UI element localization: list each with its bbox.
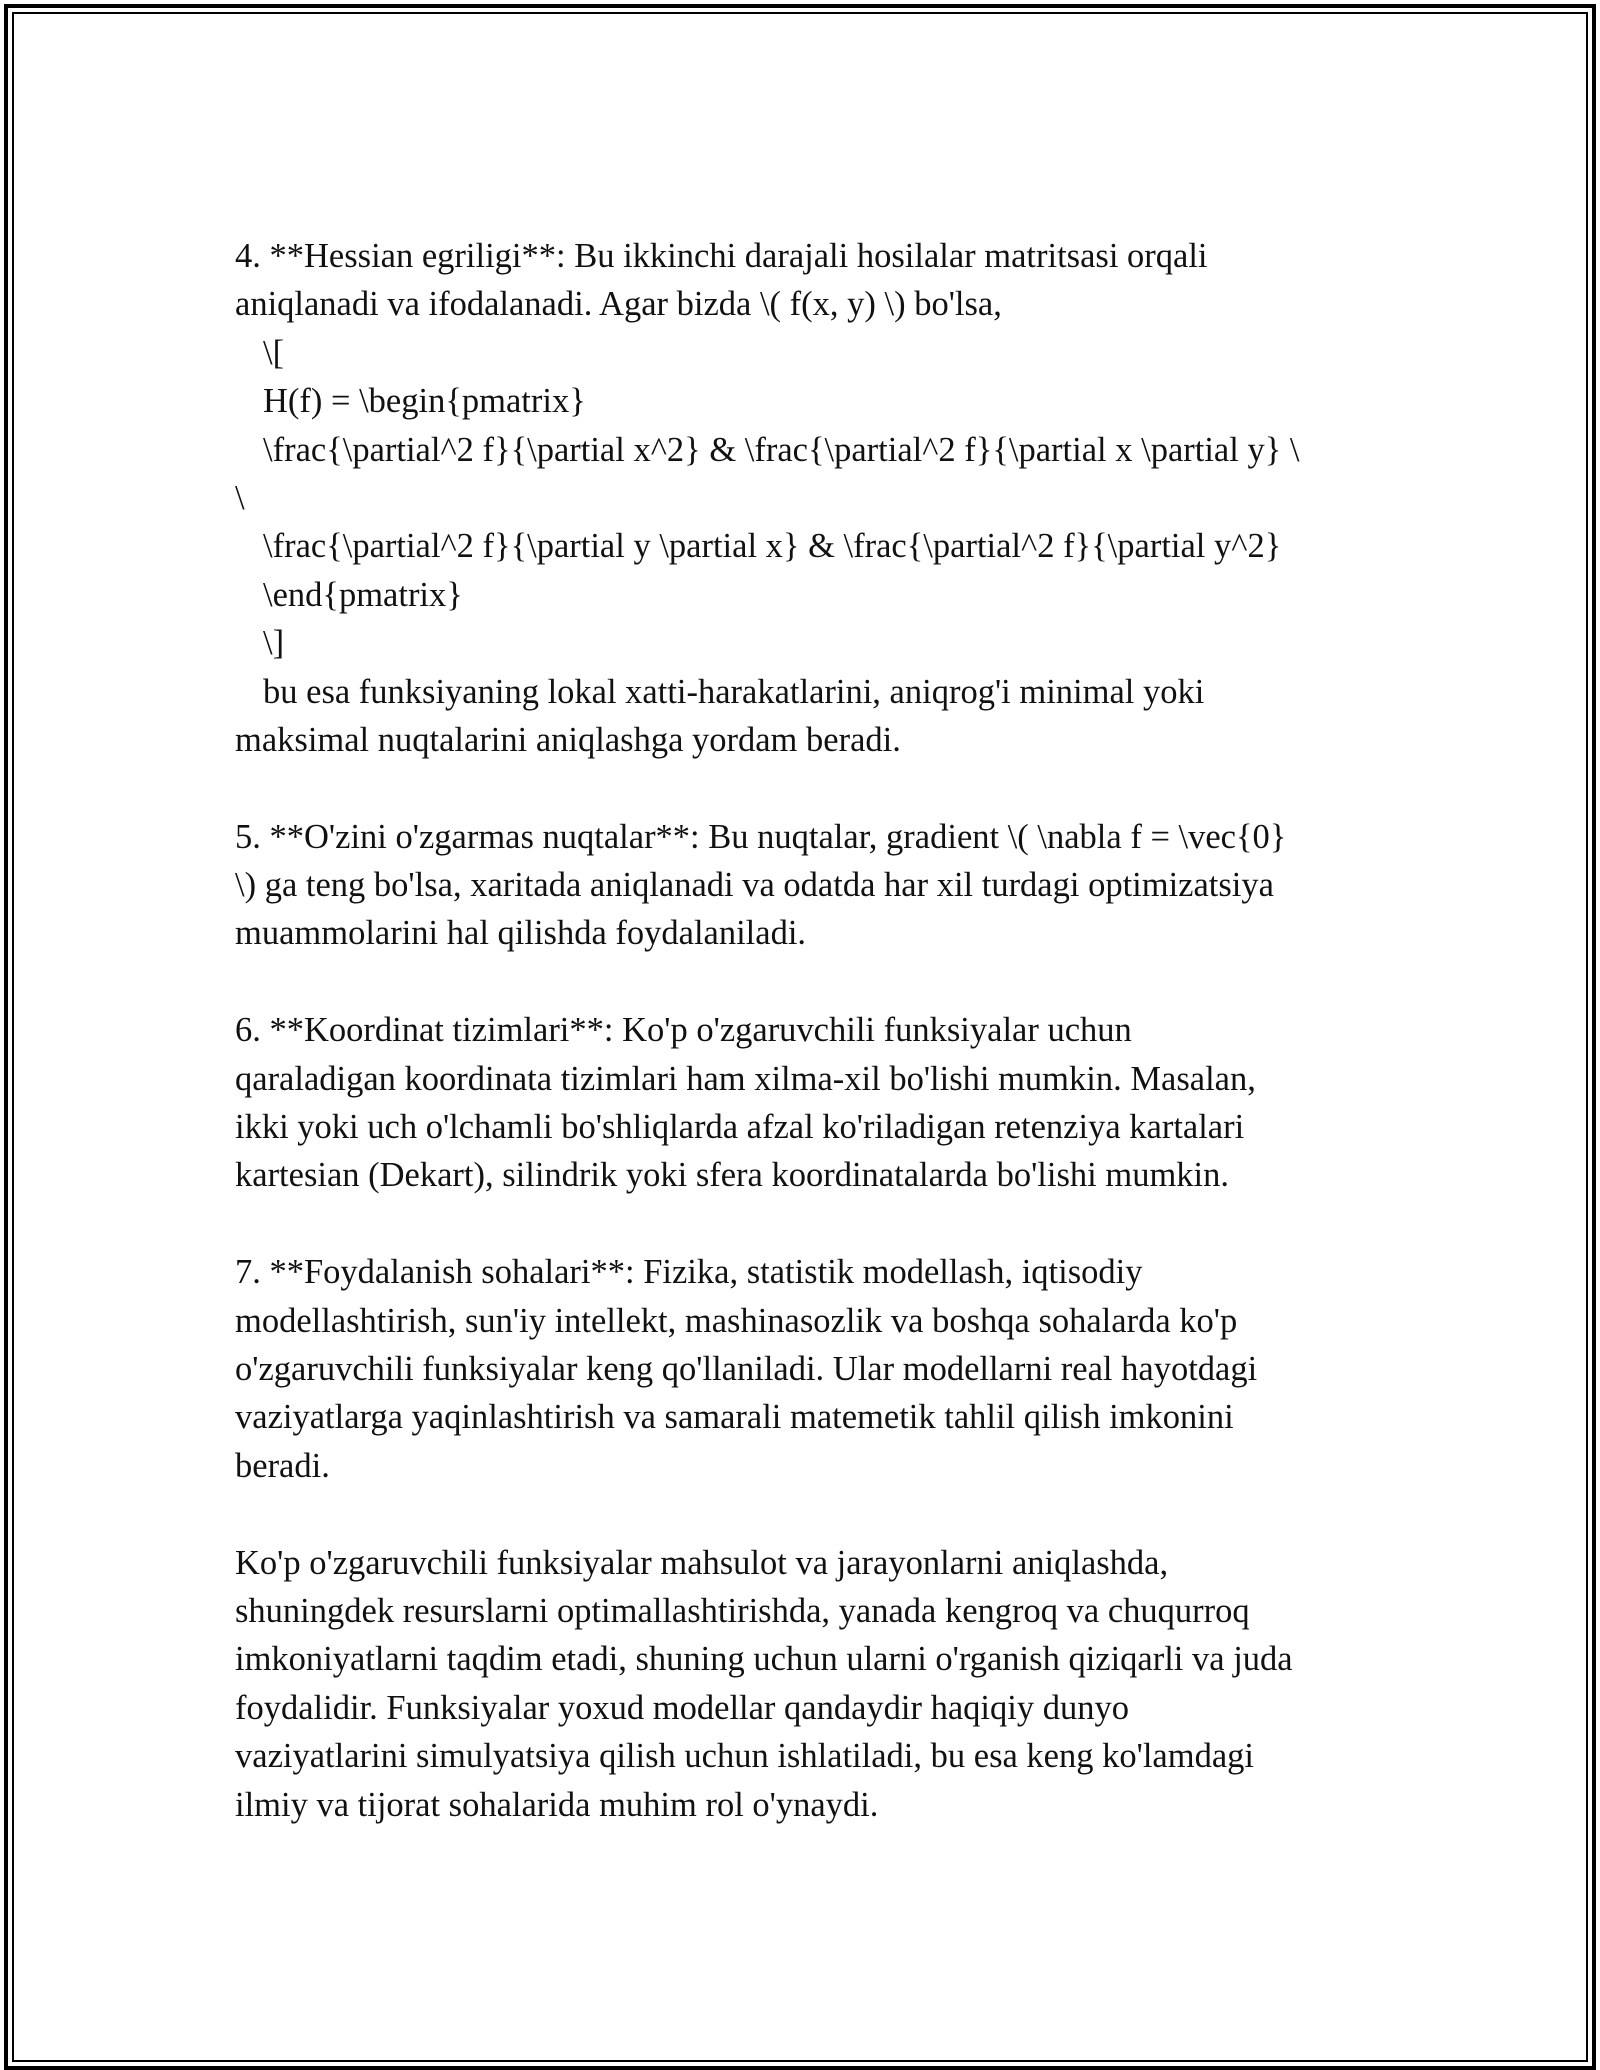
text-line: modellashtirish, sun'iy intellekt, mashinasozlik va boshqa sohalarda ko'p bbox=[235, 1301, 1238, 1340]
latex-line: \] bbox=[263, 624, 285, 663]
section-stationary-points bbox=[235, 813, 1395, 958]
section-application-areas bbox=[235, 1248, 1395, 1490]
text-line: kartesian (Dekart), silindrik yoki sfera koordinatalarda bo'lishi mumkin. bbox=[235, 1156, 1229, 1195]
text-line: vaziyatlarga yaqinlashtirish va samarali matemetik tahlil qilish imkonini bbox=[235, 1398, 1234, 1437]
paragraph-gap bbox=[235, 958, 1395, 1006]
text-line: vaziyatlarini simulyatsiya qilish uchun ishlatiladi, bu esa keng ko'lamdagi bbox=[235, 1737, 1254, 1776]
paragraph-gap bbox=[235, 1490, 1395, 1538]
text-line: 4. **Hessian egriligi**: Bu ikkinchi darajali hosilalar matritsasi orqali bbox=[235, 237, 1208, 275]
section-hessian bbox=[235, 232, 1395, 764]
latex-line: \ bbox=[235, 478, 245, 517]
text-line: maksimal nuqtalarini aniqlashga yordam beradi. bbox=[235, 720, 901, 759]
text-line: 6. **Koordinat tizimlari**: Ko'p o'zgaruvchili funksiyalar uchun bbox=[235, 1011, 1132, 1050]
latex-line: \end{pmatrix} bbox=[263, 575, 463, 614]
text-line: o'zgaruvchili funksiyalar keng qo'llaniladi. Ular modellarni real hayotdagi bbox=[235, 1349, 1258, 1388]
section-conclusion bbox=[235, 1539, 1395, 1829]
latex-line: \frac{\partial^2 f}{\partial x^2} & \frac{\partial^2 f}{\partial x \partial y} \ bbox=[263, 430, 1300, 469]
text-line: qaraladigan koordinata tizimlari ham xilma-xil bo'lishi mumkin. Masalan, bbox=[235, 1059, 1256, 1098]
text-line: ilmiy va tijorat sohalarida muhim rol o'ynaydi. bbox=[235, 1785, 879, 1824]
document-body bbox=[235, 232, 1395, 1829]
text-line: 7. **Foydalanish sohalari**: Fizika, statistik modellash, iqtisodiy bbox=[235, 1253, 1143, 1292]
text-line: Ko'p o'zgaruvchili funksiyalar mahsulot va jarayonlarni aniqlashda, bbox=[235, 1543, 1169, 1582]
text-line: \) ga teng bo'lsa, xaritada aniqlanadi va odatda har xil turdagi optimizatsiya bbox=[235, 866, 1274, 905]
latex-line: \frac{\partial^2 f}{\partial y \partial x} & \frac{\partial^2 f}{\partial y^2} bbox=[263, 527, 1282, 566]
text-line: foydalidir. Funksiyalar yoxud modellar qandaydir haqiqiy dunyo bbox=[235, 1688, 1129, 1727]
text-line: aniqlanadi va ifodalanadi. Agar bizda \( f(x, y) \) bo'lsa, bbox=[235, 285, 1002, 324]
text-line: 5. **O'zini o'zgarmas nuqtalar**: Bu nuqtalar, gradient \( \nabla f = \vec{0} bbox=[235, 817, 1287, 856]
section-coordinate-systems bbox=[235, 1006, 1395, 1200]
text-line: ikki yoki uch o'lchamli bo'shliqlarda afzal ko'riladigan retenziya kartalari bbox=[235, 1108, 1245, 1147]
latex-line: \[ bbox=[263, 333, 285, 372]
text-line: shuningdek resurslarni optimallashtirishda, yanada kengroq va chuqurroq bbox=[235, 1591, 1250, 1630]
text-line: imkoniyatlarni taqdim etadi, shuning uchun ularni o'rganish qiziqarli va juda bbox=[235, 1640, 1293, 1679]
paragraph-gap bbox=[235, 764, 1395, 812]
paragraph-gap bbox=[235, 1200, 1395, 1248]
text-line: muammolarini hal qilishda foydalaniladi. bbox=[235, 914, 807, 953]
text-line: bu esa funksiyaning lokal xatti-harakatlarini, aniqrog'i minimal yoki bbox=[263, 672, 1205, 711]
latex-line: H(f) = \begin{pmatrix} bbox=[263, 382, 586, 421]
text-line: beradi. bbox=[235, 1446, 330, 1485]
